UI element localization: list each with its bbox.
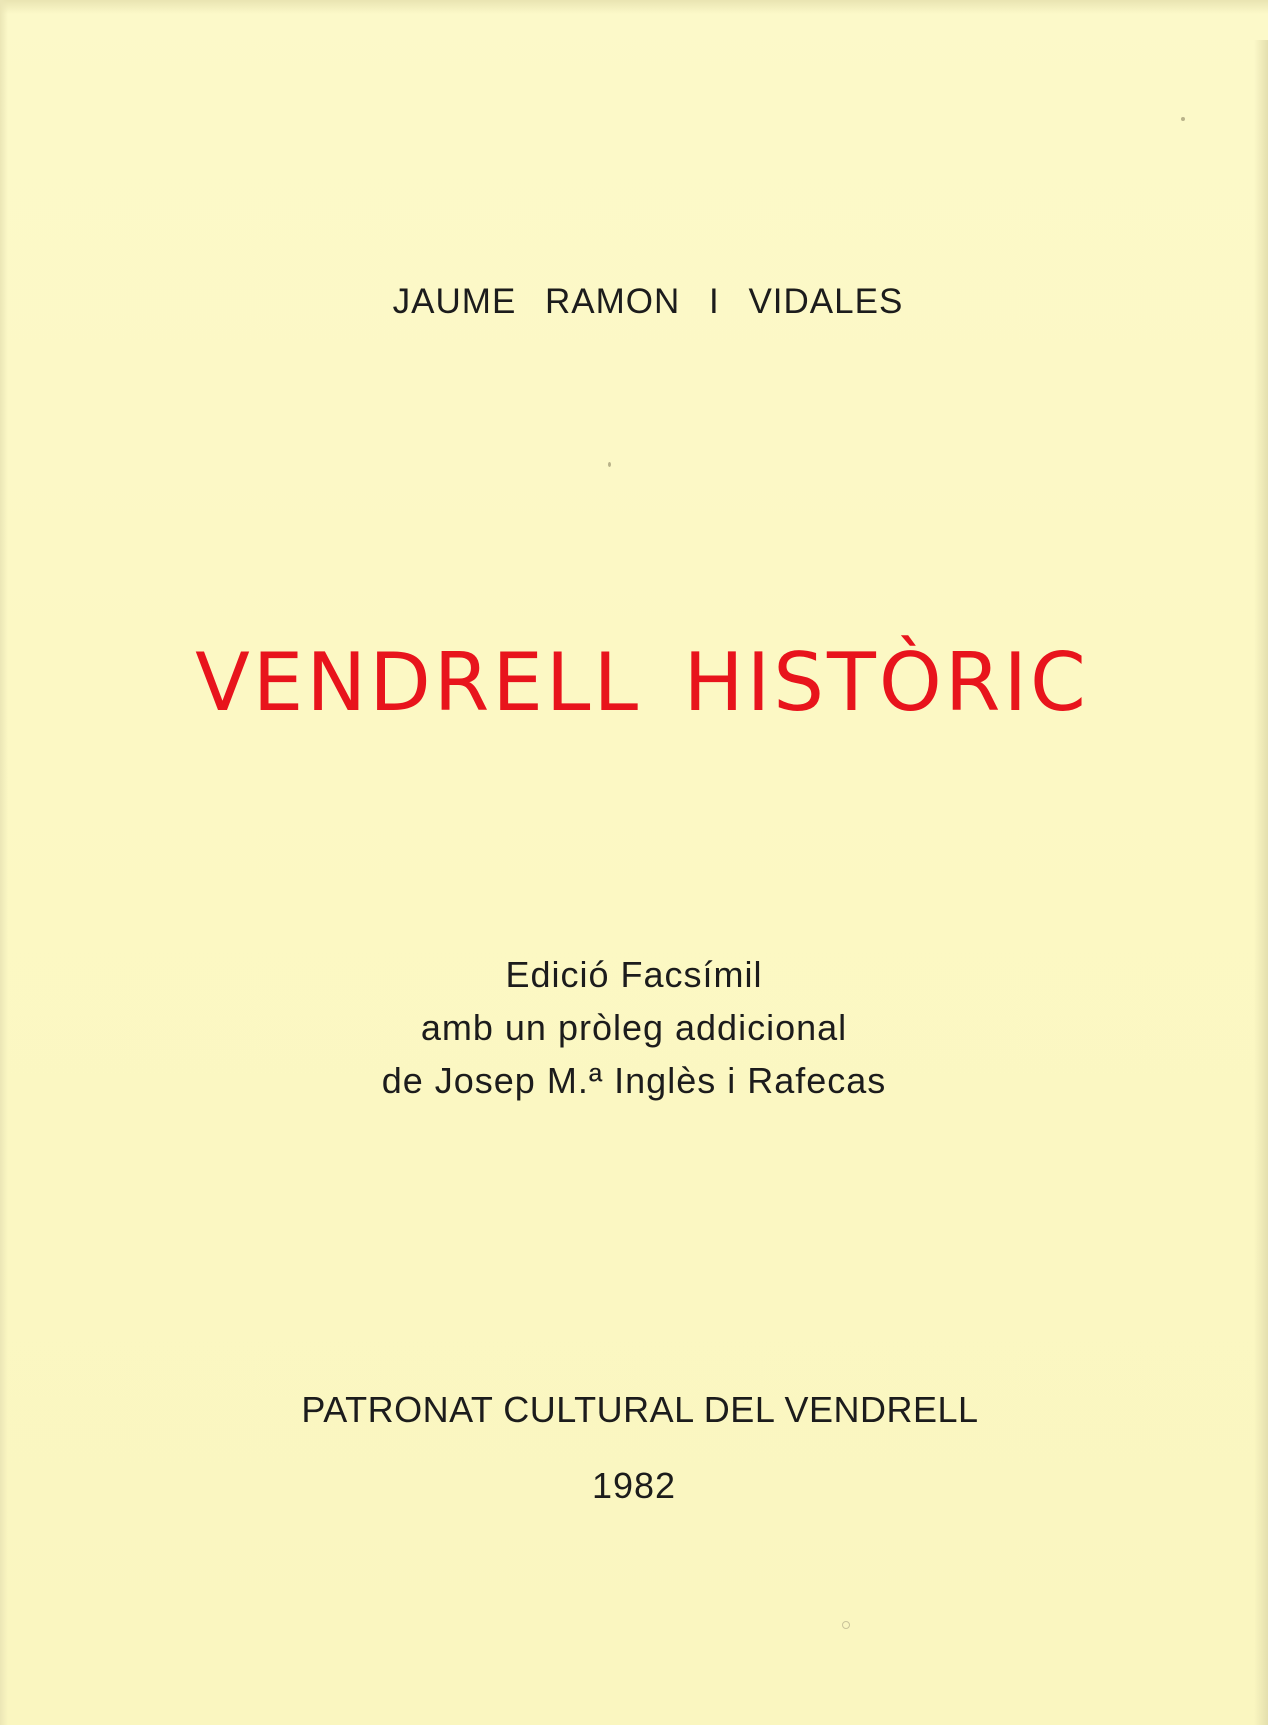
publication-year: 1982 (591, 1465, 677, 1506)
paper-speck (1181, 117, 1185, 121)
edition-line: amb un pròleg addicional (420, 1007, 848, 1048)
edition-line: de Josep M.ª Inglès i Rafecas (381, 1060, 887, 1101)
publisher-name: PATRONAT CULTURAL DEL VENDRELL (301, 1389, 979, 1430)
cover-top-edge (0, 0, 1268, 14)
edition-line: Edició Facsímil (505, 954, 763, 995)
paper-speck (608, 462, 611, 467)
paper-speck (842, 1621, 850, 1629)
book-title: VENDRELL HISTÒRIC (195, 636, 1089, 729)
author-name: JAUME RAMON I VIDALES (392, 282, 904, 321)
